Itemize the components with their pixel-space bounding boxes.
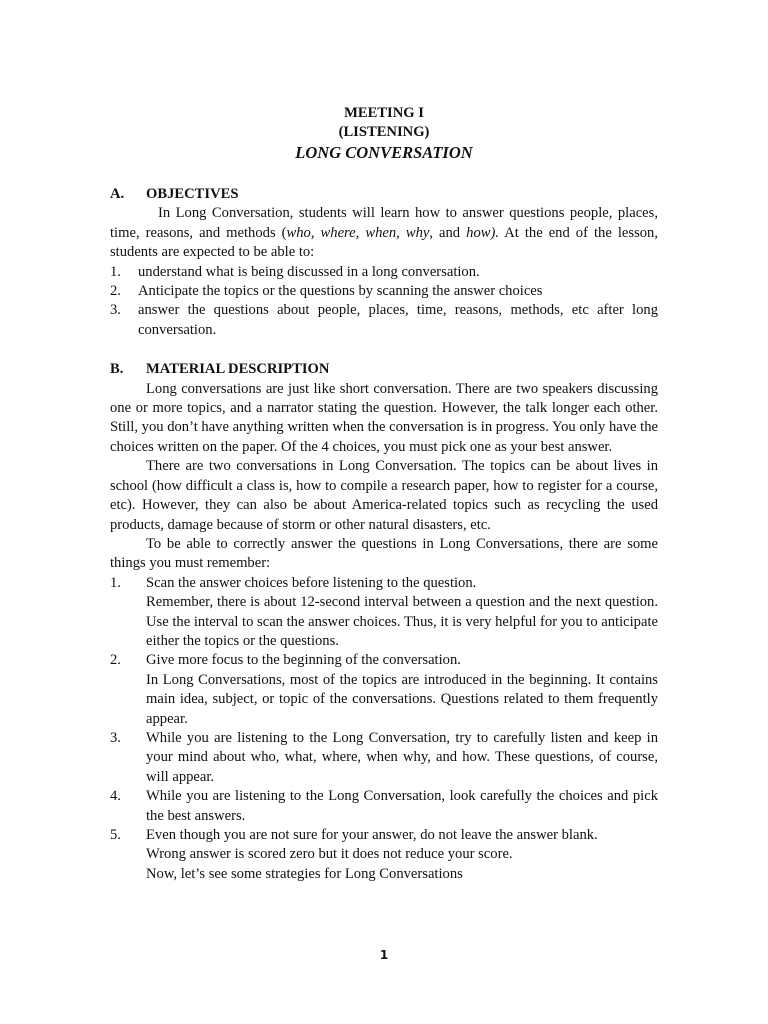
tip-number: 5.: [110, 827, 121, 843]
tip-number: 4.: [110, 788, 121, 805]
section-a-title: OBJECTIVES: [146, 186, 239, 202]
page-number: 1: [379, 948, 389, 962]
section-a-heading: [110, 185, 658, 204]
section-b-title: MATERIAL DESCRIPTION: [146, 361, 330, 378]
intro-italic-2: how).: [466, 224, 499, 241]
tip-item: [110, 729, 658, 787]
tip-item: [110, 574, 658, 652]
section-b-heading: [110, 360, 658, 379]
objective-item: [110, 263, 658, 282]
section-b-letter: B.: [110, 361, 124, 378]
intro-italic-1: who, where, when, why: [286, 224, 430, 241]
listening-subheading: (LISTENING): [338, 124, 430, 140]
tip-title: Even though you are not sure for your answer, do not leave the answer blank.: [146, 827, 598, 843]
objective-text: Anticipate the topics or the questions by scanning the answer choices: [138, 283, 543, 300]
tip-content: [146, 826, 658, 884]
objective-item: [110, 301, 658, 340]
tip-number: 3.: [110, 729, 121, 746]
tip-item: [110, 787, 658, 826]
tip-item: [110, 651, 658, 729]
tip-title: While you are listening to the Long Conversation, try to carefully listen and keep in your mind about who, what, where, when why, and how. These questions, of course, will appear.: [146, 729, 658, 785]
tip-title: Give more focus to the beginning of the conversation.: [146, 652, 461, 669]
objectives-intro: [110, 204, 658, 262]
intro-text-2: , and: [429, 224, 467, 241]
tip-content: [146, 651, 658, 729]
meeting-heading: MEETING I: [344, 105, 424, 121]
tip-content: [146, 729, 658, 787]
material-paragraph: To be able to correctly answer the questions in Long Conversations, there are some things you must remember:: [110, 535, 658, 572]
tip-item: [110, 826, 658, 884]
closing-line: Now, let’s see some strategies for Long Conversations: [146, 865, 463, 882]
tip-content: [146, 787, 658, 826]
page-content: [110, 104, 658, 884]
objective-text: answer the questions about people, places, time, reasons, methods, etc after long conversation.: [138, 302, 658, 338]
objective-number: 1.: [110, 263, 121, 280]
tip-content: [146, 574, 658, 652]
tip-title: While you are listening to the Long Conversation, look carefully the choices and pick the best answers.: [146, 788, 658, 824]
intro-text-1: In Long Conversation, students will learn how to answer questions people, places, time, reasons, and methods (: [110, 205, 658, 241]
tip-body: In Long Conversations, most of the topics are introduced in the beginning. It contains main idea, subject, or topic of the conversations. Questions related to them frequently appear.: [146, 671, 658, 727]
intro-text-3: At the end of the lesson, students are expected to be able to:: [110, 224, 658, 261]
tip-title: Scan the answer choices before listening to the question.: [146, 574, 477, 591]
page-title: LONG CONVERSATION: [295, 143, 473, 162]
material-paragraph: There are two conversations in Long Conversation. The topics can be about lives in school (how difficult a class is, how to compile a research paper, how to register for a course, etc). However, they can also be about America-related topics such as recycling the used products, damage because of storm or other natural disasters, etc.: [110, 458, 658, 533]
tip-number: 1.: [110, 574, 121, 591]
material-paragraph: Long conversations are just like short conversation. There are two speakers discussing one or more topics, and a narrator stating the question. However, the talk longer each other. Still, you don’t have anything written when the conversation is in progress. You only have the choices written on the paper. Of the 4 choices, you must pick one as your best answer.: [110, 380, 658, 455]
objective-number: 3.: [110, 302, 121, 319]
tip-body: Remember, there is about 12-second interval between a question and the next question. Use the interval to scan the answer choices. Thus, it is very helpful for you to anticipate either the topics or the questions.: [146, 594, 658, 649]
objective-number: 2.: [110, 283, 121, 300]
objective-text: understand what is being discussed in a long conversation.: [138, 263, 480, 280]
section-a-letter: A.: [110, 186, 125, 202]
tip-body: Wrong answer is scored zero but it does not reduce your score.: [146, 846, 513, 863]
objective-item: [110, 282, 658, 301]
tip-number: 2.: [110, 652, 121, 669]
